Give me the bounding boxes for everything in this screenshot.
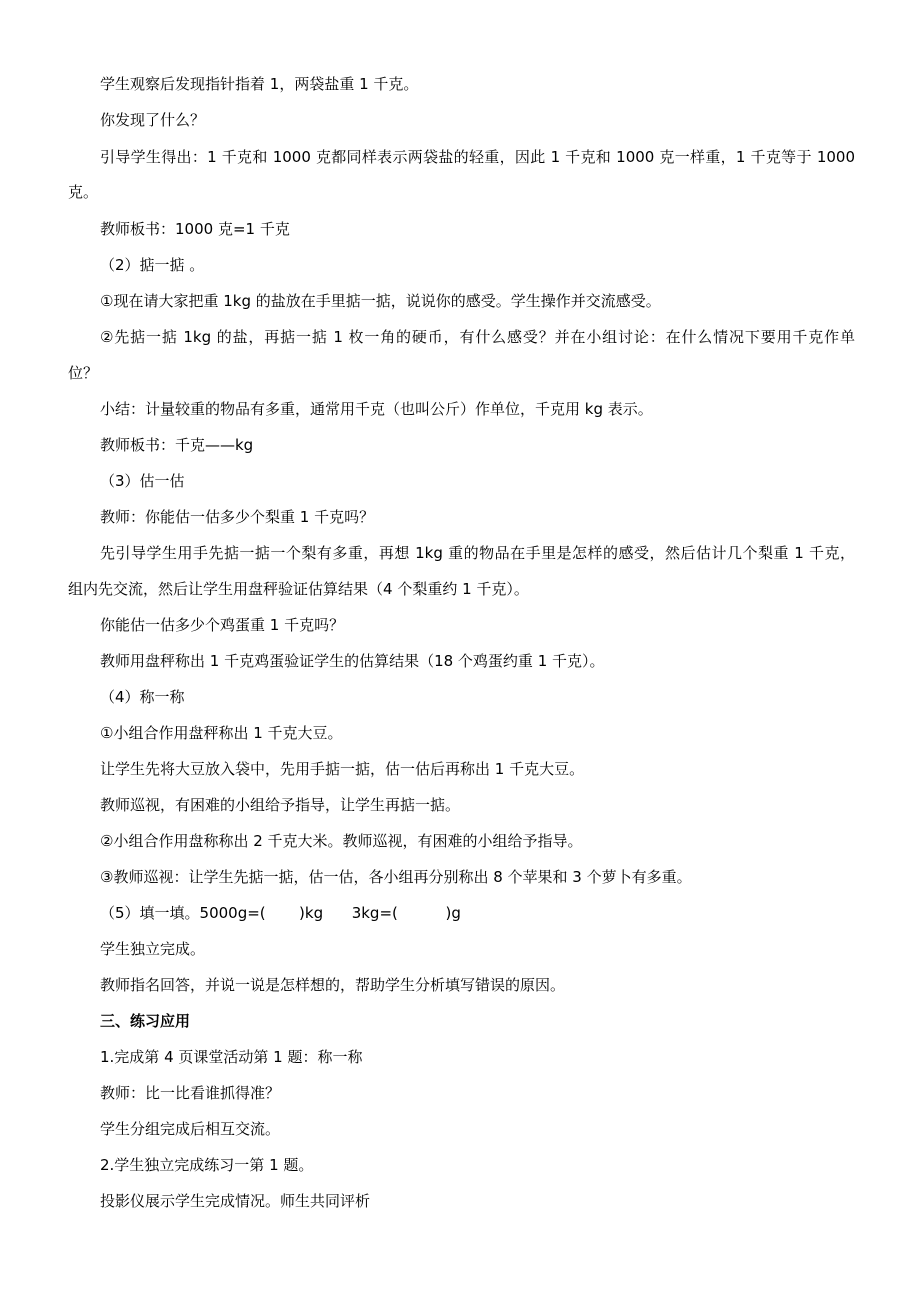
paragraph-line-2: 你发现了什么？ [100, 111, 206, 129]
paragraph-line-19: ①小组合作用盘秤称出 1 千克大豆。 [100, 724, 343, 742]
paragraph-line-17: 教师用盘秤称出 1 千克鸡蛋验证学生的估算结果（18 个鸡蛋约重 1 千克）。 [100, 652, 605, 670]
paragraph-line-7: ①现在请大家把重 1kg 的盐放在手里掂一掂，说说你的感受。学生操作并交流感受。 [100, 292, 661, 310]
paragraph-line-30: 学生分组完成后相互交流。 [100, 1120, 281, 1138]
paragraph-line-10: 小结：计量较重的物品有多重，通常用千克（也叫公斤）作单位，千克用 kg 表示。 [100, 400, 653, 418]
paragraph-line-21: 教师巡视，有困难的小组给予指导，让学生再掂一掂。 [100, 796, 461, 814]
paragraph-line-14: 先引导学生用手先掂一掂一个梨有多重，再想 1kg 重的物品在手里是怎样的感受，然后估计几个梨重 1 千克， [100, 544, 855, 562]
paragraph-line-22: ②小组合作用盘称称出 2 千克大米。教师巡视，有困难的小组给予指导。 [100, 832, 583, 850]
section-heading-4: （4）称一称 [100, 688, 185, 706]
paragraph-line-31: 2.学生独立完成练习一第 1 题。 [100, 1156, 314, 1174]
paragraph-line-13: 教师：你能估一估多少个梨重 1 千克吗？ [100, 508, 375, 526]
section-heading-5: （5）填一填。5000g=( )kg 3kg=( )g [100, 904, 461, 922]
paragraph-line-4: 克。 [68, 183, 99, 201]
paragraph-line-8: ②先掂一掂 1kg 的盐，再掂一掂 1 枚一角的硬币，有什么感受？并在小组讨论：在什么情况下要用千克作单 [100, 328, 855, 346]
paragraph-line-20: 让学生先将大豆放入袋中，先用手掂一掂，估一估后再称出 1 千克大豆。 [100, 760, 585, 778]
section-heading-practice: 三、练习应用 [100, 1012, 191, 1030]
paragraph-line-9: 位？ [68, 364, 99, 382]
paragraph-line-15: 组内先交流，然后让学生用盘秤验证估算结果（4 个梨重约 1 千克）。 [68, 580, 529, 598]
paragraph-line-25: 学生独立完成。 [100, 940, 206, 958]
paragraph-line-28: 1.完成第 4 页课堂活动第 1 题：称一称 [100, 1048, 363, 1066]
section-heading-3: （3）估一估 [100, 472, 185, 490]
paragraph-line-11: 教师板书：千克——kg [100, 436, 254, 454]
paragraph-line-16: 你能估一估多少个鸡蛋重 1 千克吗？ [100, 616, 345, 634]
section-heading-2: （2）掂一掂 。 [100, 256, 205, 274]
paragraph-line-3: 引导学生得出：1 千克和 1000 克都同样表示两袋盐的轻重，因此 1 千克和 1000 克一样重，1 千克等于 1000 [100, 148, 855, 166]
paragraph-line-5: 教师板书：1000 克=1 千克 [100, 220, 290, 238]
paragraph-line-26: 教师指名回答，并说一说是怎样想的，帮助学生分析填写错误的原因。 [100, 976, 566, 994]
paragraph-line-1: 学生观察后发现指针指着 1，两袋盐重 1 千克。 [100, 75, 419, 93]
paragraph-line-32: 投影仪展示学生完成情况。师生共同评析 [100, 1192, 371, 1210]
paragraph-line-23: ③教师巡视：让学生先掂一掂，估一估，各小组再分别称出 8 个苹果和 3 个萝卜有多重。 [100, 868, 692, 886]
paragraph-line-29: 教师：比一比看谁抓得准？ [100, 1084, 281, 1102]
